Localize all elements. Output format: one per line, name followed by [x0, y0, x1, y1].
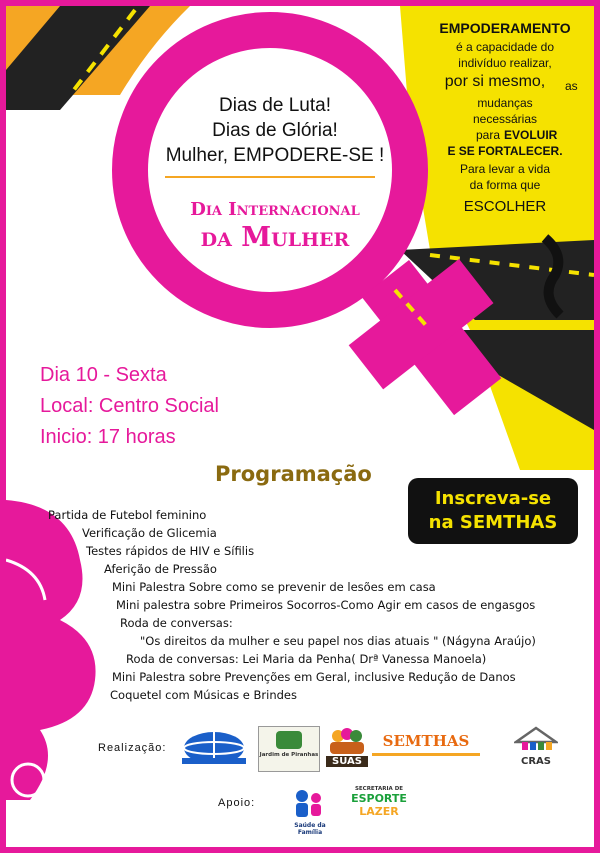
realizacao-label: Realização:: [98, 742, 167, 754]
register-line-2: na SEMTHAS: [428, 512, 558, 533]
suas-logo: [326, 728, 368, 770]
jardim-logo-text: Jardim de Piranhas: [259, 752, 319, 758]
globe-logo-icon: [178, 728, 250, 768]
emblem-icon: [276, 731, 302, 749]
program-item: Mini palestra sobre Primeiros Socorros-Como Agir em casos de engasgos: [116, 598, 536, 612]
saude-familia-text: Saúde da Família: [294, 822, 326, 836]
program-item: Coquetel com Músicas e Brindes: [110, 688, 297, 702]
lazer-text: LAZER: [359, 805, 399, 818]
empoderamento-line: Para levar a vida: [459, 162, 551, 176]
program-item: Partida de Futebol feminino: [48, 508, 207, 522]
empoderamento-line: as: [565, 79, 578, 93]
esporte-lazer-logo: [344, 786, 414, 834]
program-item: Aferição de Pressão: [104, 562, 217, 576]
program-item: Testes rápidos de HIV e Sífilis: [86, 544, 255, 558]
semthas-logo: [372, 732, 480, 766]
semthas-underline: [372, 753, 480, 756]
slogan-line-1: Dias de Luta!: [219, 95, 331, 116]
program-item: "Os direitos da mulher e seu papel nos dias atuais " (Nágyna Araújo): [140, 634, 536, 648]
empoderamento-line: por si mesmo,: [444, 73, 546, 90]
event-place: Local: Centro Social: [40, 395, 219, 417]
family-icon: [286, 788, 334, 818]
event-time: Inicio: 17 horas: [40, 426, 176, 448]
event-title-line-1: Dia Internacional: [190, 199, 360, 220]
semthas-logo-text: SEMTHAS: [382, 732, 470, 750]
venus-ring: [130, 30, 410, 310]
suas-logo-text: SUAS: [326, 756, 368, 767]
register-callout: [408, 478, 578, 544]
empoderamento-line: indivíduo realizar,: [458, 56, 552, 70]
jardim-logo: [258, 726, 320, 772]
people-icon: [326, 728, 368, 754]
event-date: Dia 10 - Sexta: [40, 364, 167, 386]
program-item: Roda de conversas: Lei Maria da Penha( Drª Vanessa Manoela): [126, 652, 487, 666]
program-item: Roda de conversas:: [120, 616, 233, 630]
register-line-1: Inscreva-se: [434, 488, 552, 509]
empoderamento-line: para: [475, 128, 500, 142]
woman-silhouette: [6, 500, 96, 800]
slogan-underline: [165, 176, 375, 178]
saude-familia-logo: [286, 788, 334, 834]
empoderamento-line: necessárias: [472, 112, 538, 126]
empoderamento-line: é a capacidade do: [455, 40, 555, 54]
cras-logo-text: CRAS: [521, 756, 551, 767]
cras-logo: [514, 726, 558, 770]
house-icon: [514, 726, 558, 752]
empoderamento-line: E SE FORTALECER.: [447, 144, 563, 158]
empoderamento-line: ESCOLHER: [463, 198, 547, 215]
event-title-line-2: da Mulher: [200, 222, 350, 253]
empoderamento-heading: EMPODERAMENTO: [439, 20, 571, 36]
empoderamento-line: da forma que: [469, 178, 541, 192]
program-item: Mini Palestra sobre Prevenções em Geral, inclusive Redução de Danos: [112, 670, 516, 684]
programacao-title: Programação: [215, 462, 372, 486]
slogan-line-3: Mulher, EMPODERE-SE !: [165, 145, 385, 166]
program-item: Mini Palestra Sobre como se prevenir de lesões em casa: [112, 580, 436, 594]
slogan-line-2: Dias de Glória!: [212, 120, 338, 141]
esporte-text: ESPORTE: [351, 792, 407, 805]
program-item: Verificação de Glicemia: [82, 526, 217, 540]
apoio-label: Apoio:: [218, 797, 256, 809]
esporte-sec-text: SECRETARIA DE: [354, 786, 404, 792]
municipality-logo: [178, 728, 250, 768]
empoderamento-line: mudanças: [477, 96, 533, 110]
empoderamento-line: EVOLUIR: [504, 128, 558, 142]
